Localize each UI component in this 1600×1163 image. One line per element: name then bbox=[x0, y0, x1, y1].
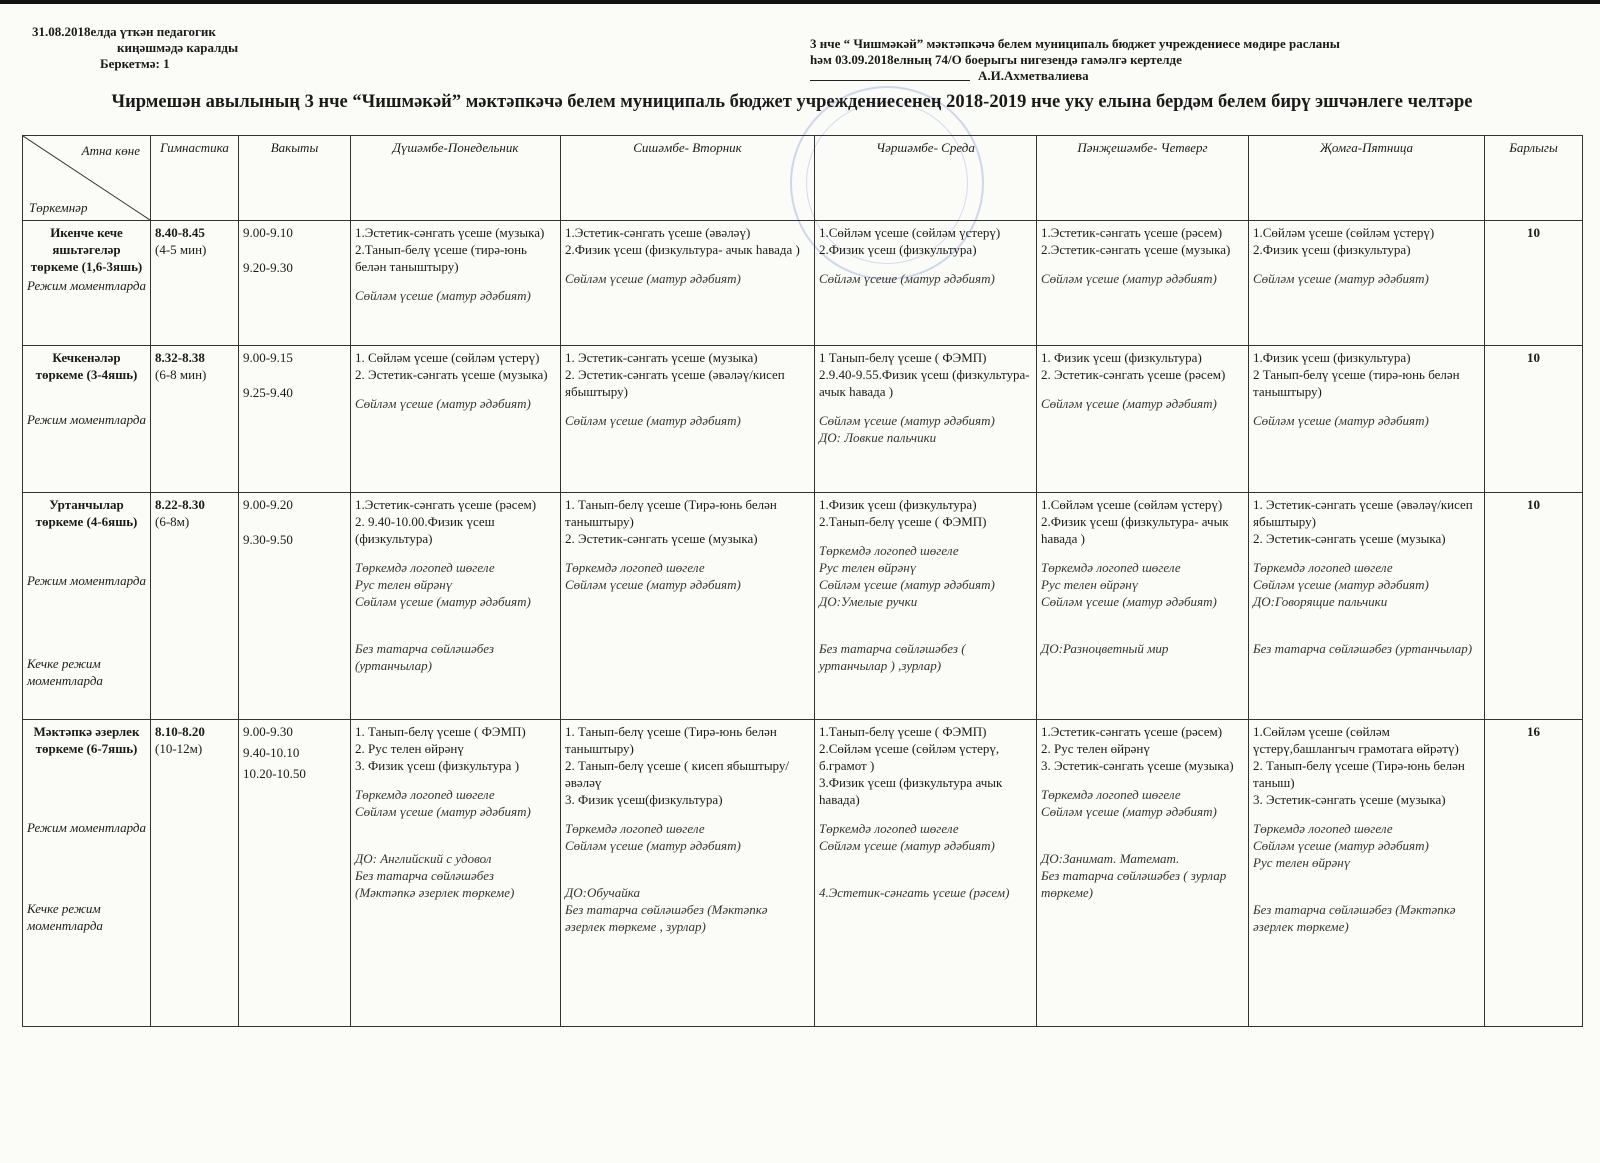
regime-activity: Рус телен өйрәнү bbox=[1041, 577, 1139, 592]
friday-header: Җомга-Пятница bbox=[1249, 136, 1485, 221]
regime-activity: Төркемдә логопед шөгеле bbox=[355, 560, 495, 575]
regime-activity: Сөйләм үсеше (матур әдәбият) bbox=[1253, 577, 1429, 592]
evening-activity: ДО: Английский с удовол bbox=[355, 851, 492, 866]
evening-activity: Без татарча сөйләшәбез (Мәктәпкә әзерлек төркеме) bbox=[1253, 902, 1456, 934]
time-cell bbox=[239, 221, 351, 346]
activity: 1.Физик үсеш (физкультура) bbox=[1253, 350, 1411, 365]
day-cell-fri bbox=[1249, 221, 1485, 346]
activity: 1. Эстетик-сәнгать үсеше (әвәләү/кисеп ябыштыру) bbox=[1253, 497, 1473, 529]
activity: 3.Физик үсеш (физкультура ачык һавада) bbox=[819, 775, 1003, 807]
regime-activity: Сөйләм үсеше (матур әдәбият) bbox=[565, 413, 741, 428]
activity: 1.Танып-белү үсеше ( ФЭМП) bbox=[819, 724, 987, 739]
evening-activity: Без татарча сөйләшәбез (уртанчылар) bbox=[1253, 641, 1473, 656]
activity: 1. Танып-белү үсеше (Тирә-юнь белән таныштыру) bbox=[565, 724, 777, 756]
day-cell-thu bbox=[1037, 493, 1249, 720]
spacer bbox=[565, 400, 810, 412]
approval-line-3: Беркетмә: 1 bbox=[100, 56, 170, 71]
evening-activity: Без татарча сөйләшәбез (Мәктәпкә әзерлек төркеме , зурлар) bbox=[565, 902, 768, 934]
activity: 2. Эстетик-сәнгать үсеше (әвәләү/кисеп ябыштыру) bbox=[565, 367, 785, 399]
spacer bbox=[355, 383, 556, 395]
regime-activity: Сөйләм үсеше (матур әдәбият) bbox=[1253, 271, 1429, 286]
activity: 2.Физик үсеш (физкультура) bbox=[1253, 242, 1411, 257]
gym-duration: (6-8 мин) bbox=[155, 367, 207, 382]
activity: 1. Танып-белү үсеше ( ФЭМП) bbox=[355, 724, 526, 739]
group-cell bbox=[23, 493, 151, 720]
day-cell-mon bbox=[351, 493, 561, 720]
gym-cell bbox=[151, 493, 239, 720]
spacer bbox=[1253, 808, 1480, 820]
gym-time: 8.22-8.30 bbox=[155, 497, 205, 512]
regime-activity: Төркемдә логопед шөгеле bbox=[565, 560, 705, 575]
regime-activity: Сөйләм үсеше (матур әдәбият) bbox=[355, 396, 531, 411]
corner-header bbox=[23, 136, 151, 221]
spacer bbox=[819, 808, 1032, 820]
day-cell-wed bbox=[815, 493, 1037, 720]
spacer bbox=[1253, 871, 1480, 901]
spacer bbox=[1041, 774, 1244, 786]
activity: 1. Танып-белү үсеше (Тирә-юнь белән таныштыру) bbox=[565, 497, 777, 529]
time-slot: 9.30-9.50 bbox=[243, 532, 293, 547]
regime-activity: Сөйләм үсеше (матур әдәбият) bbox=[819, 271, 995, 286]
time-slot: 9.20-9.30 bbox=[243, 260, 293, 275]
time-header: Вакыты bbox=[239, 136, 351, 221]
time-slot: 9.40-10.10 bbox=[243, 745, 300, 760]
spacer bbox=[355, 774, 556, 786]
activity: 2.Физик үсеш (физкультура- ачык һавада ) bbox=[565, 242, 800, 257]
day-cell-thu bbox=[1037, 720, 1249, 1027]
day-cell-wed bbox=[815, 221, 1037, 346]
total-cell: 10 bbox=[1485, 493, 1583, 720]
spacer bbox=[1253, 400, 1480, 412]
regime-activity: Сөйләм үсеше (матур әдәбият) bbox=[1041, 594, 1217, 609]
spacer bbox=[1253, 547, 1480, 559]
gym-cell bbox=[151, 221, 239, 346]
regime-activity: ДО: Ловкие пальчики bbox=[819, 430, 937, 445]
regime-activity: Сөйләм үсеше (матур әдәбият) bbox=[565, 271, 741, 286]
activity: 2.Эстетик-сәнгать үсеше (музыка) bbox=[1041, 242, 1231, 257]
regime-label: Режим моментларда bbox=[27, 573, 146, 588]
spacer bbox=[355, 547, 556, 559]
spacer bbox=[1041, 820, 1244, 850]
gym-time: 8.40-8.45 bbox=[155, 225, 205, 240]
regime-activity: Сөйләм үсеше (матур әдәбият) bbox=[1041, 396, 1217, 411]
activity: 2 Танып-белү үсеше (тирә-юнь белән таныштыру) bbox=[1253, 367, 1460, 399]
activity: 3. Физик үсеш (физкультура ) bbox=[355, 758, 520, 773]
time-slot: 9.00-9.15 bbox=[243, 350, 293, 365]
evening-activity: Без татарча сөйләшәбез (Мәктәпкә әзерлек төркеме) bbox=[355, 868, 515, 900]
spacer bbox=[819, 258, 1032, 270]
evening-activity: Без татарча сөйләшәбез ( уртанчылар ) ,зурлар) bbox=[819, 641, 966, 673]
regime-activity: ДО:Умелые ручки bbox=[819, 594, 918, 609]
gym-duration: (6-8м) bbox=[155, 514, 190, 529]
thursday-header: Пәнҗешәмбе- Четверг bbox=[1037, 136, 1249, 221]
regime-label: Режим моментларда bbox=[27, 412, 146, 427]
gym-cell bbox=[151, 346, 239, 493]
activity: 1.Сөйләм үсеше (сөйләм үстерү) bbox=[1253, 225, 1435, 240]
time-slot: 9.00-9.30 bbox=[243, 724, 293, 739]
activity: 2.Танып-белү үсеше (тирә-юнь белән таныштыру) bbox=[355, 242, 527, 274]
approval-right-line-2: һәм 03.09.2018елның 74/О боерыгы нигезендә гамәлгә кертелде bbox=[810, 52, 1182, 67]
activity: 1 Танып-белү үсеше ( ФЭМП) bbox=[819, 350, 987, 365]
evening-activity: Без татарча сөйләшәбез ( зурлар төркеме) bbox=[1041, 868, 1227, 900]
day-cell-wed bbox=[815, 720, 1037, 1027]
regime-activity: Төркемдә логопед шөгеле bbox=[1253, 821, 1393, 836]
schedule-table bbox=[22, 135, 1583, 1027]
day-cell-mon bbox=[351, 720, 561, 1027]
regime-activity: Сөйләм үсеше (матур әдәбият) bbox=[1253, 838, 1429, 853]
evening-activity: ДО:Занимат. Математ. bbox=[1041, 851, 1180, 866]
activity: 2.9.40-9.55.Физик үсеш (физкультура- ачык һавада ) bbox=[819, 367, 1030, 399]
regime-activity: Сөйләм үсеше (матур әдәбият) bbox=[1041, 804, 1217, 819]
activity: 3. Физик үсеш(физкультура) bbox=[565, 792, 723, 807]
total-header: Барлыгы bbox=[1485, 136, 1583, 221]
activity: 2.Физик үсеш (физкультура) bbox=[819, 242, 977, 257]
regime-activity: Төркемдә логопед шөгеле bbox=[1041, 560, 1181, 575]
time-slot: 9.00-9.20 bbox=[243, 497, 293, 512]
activity: 2. Эстетик-сәнгать үсеше (музыка) bbox=[565, 531, 758, 546]
schedule-body bbox=[23, 221, 1583, 1027]
evening-activity: Без татарча сөйләшәбез (уртанчылар) bbox=[355, 641, 494, 673]
total-cell: 16 bbox=[1485, 720, 1583, 1027]
day-cell-tue bbox=[561, 346, 815, 493]
activity: 1. Физик үсеш (физкультура) bbox=[1041, 350, 1202, 365]
regime-activity: Рус телен өйрәнү bbox=[819, 560, 917, 575]
time-slot: 10.20-10.50 bbox=[243, 766, 306, 781]
regime-activity: Сөйләм үсеше (матур әдәбият) bbox=[355, 288, 531, 303]
gym-header: Гимнастика bbox=[151, 136, 239, 221]
regime-activity: Сөйләм үсеше (матур әдәбият) bbox=[819, 413, 995, 428]
spacer bbox=[1041, 547, 1244, 559]
total-cell: 10 bbox=[1485, 221, 1583, 346]
activity: 3. Эстетик-сәнгать үсеше (музыка) bbox=[1041, 758, 1234, 773]
time-cell bbox=[239, 720, 351, 1027]
activity: 1.Эстетик-сәнгать үсеше (рәсем) bbox=[1041, 225, 1223, 240]
scan-edge bbox=[0, 0, 1600, 4]
activity: 2. Рус телен өйрәнү bbox=[1041, 741, 1150, 756]
activity: 2. Рус телен өйрәнү bbox=[355, 741, 464, 756]
regime-activity: Сөйләм үсеше (матур әдәбият) bbox=[1041, 271, 1217, 286]
regime-label: Режим моментларда bbox=[27, 278, 146, 293]
activity: 1.Сөйләм үсеше (сөйләм үстерү) bbox=[1041, 497, 1223, 512]
group-name: Икенче кече яшьтәгеләр төркеме (1,6-3яшь) bbox=[30, 225, 143, 274]
table-row bbox=[23, 493, 1583, 720]
signature-block bbox=[810, 68, 1340, 84]
day-cell-wed bbox=[815, 346, 1037, 493]
regime-activity: Сөйләм үсеше (матур әдәбият) bbox=[819, 577, 995, 592]
day-cell-fri bbox=[1249, 493, 1485, 720]
spacer bbox=[565, 547, 810, 559]
activity: 3. Эстетик-сәнгать үсеше (музыка) bbox=[1253, 792, 1446, 807]
table-row bbox=[23, 720, 1583, 1027]
regime-activity: Сөйләм үсеше (матур әдәбият) bbox=[565, 838, 741, 853]
regime-label: Режим моментларда bbox=[27, 820, 146, 835]
day-cell-thu bbox=[1037, 221, 1249, 346]
gym-cell bbox=[151, 720, 239, 1027]
activity: 2. Эстетик-сәнгать үсеше (музыка) bbox=[1253, 531, 1446, 546]
regime-activity: Рус телен өйрәнү bbox=[1253, 855, 1351, 870]
table-header-row bbox=[23, 136, 1583, 221]
regime-activity: Төркемдә логопед шөгеле bbox=[355, 787, 495, 802]
approval-right-line-1: 3 нче “ Чишмәкәй” мәктәпкәчә белем муниципаль бюджет учреждениесе мөдире расланы bbox=[810, 36, 1340, 51]
regime-activity: Төркемдә логопед шөгеле bbox=[819, 543, 959, 558]
evening-activity: ДО:Обучайка bbox=[565, 885, 640, 900]
spacer bbox=[355, 820, 556, 850]
activity: 1.Сөйләм үсеше (сөйләм үстерү) bbox=[819, 225, 1001, 240]
day-cell-fri bbox=[1249, 346, 1485, 493]
regime-activity: Сөйләм үсеше (матур әдәбият) bbox=[565, 577, 741, 592]
activity: 1.Эстетик-сәнгать үсеше (рәсем) bbox=[355, 497, 537, 512]
spacer bbox=[1253, 258, 1480, 270]
table-row bbox=[23, 221, 1583, 346]
spacer bbox=[565, 808, 810, 820]
spacer bbox=[355, 275, 556, 287]
spacer bbox=[819, 610, 1032, 640]
activity: 2.Танып-белү үсеше ( ФЭМП) bbox=[819, 514, 987, 529]
day-cell-mon bbox=[351, 221, 561, 346]
day-cell-tue bbox=[561, 493, 815, 720]
time-cell bbox=[239, 346, 351, 493]
time-cell bbox=[239, 493, 351, 720]
activity: 1.Эстетик-сәнгать үсеше (рәсем) bbox=[1041, 724, 1223, 739]
approval-note-left bbox=[32, 24, 238, 72]
group-name: Мәктәпкә әзерлек төркеме (6-7яшь) bbox=[33, 724, 140, 756]
spacer bbox=[1041, 258, 1244, 270]
wednesday-header: Чәршәмбе- Среда bbox=[815, 136, 1037, 221]
groups-label: Төркемнәр bbox=[29, 200, 88, 215]
spacer bbox=[1253, 610, 1480, 640]
regime-activity: ДО:Говорящие пальчики bbox=[1253, 594, 1388, 609]
group-name: Кечкенәләр төркеме (3-4яшь) bbox=[35, 350, 138, 382]
evening-regime-label: Кечке режим моментларда bbox=[27, 901, 103, 933]
day-cell-thu bbox=[1037, 346, 1249, 493]
regime-activity: Рус телен өйрәнү bbox=[355, 577, 453, 592]
spacer bbox=[355, 610, 556, 640]
table-row bbox=[23, 346, 1583, 493]
evening-regime-label: Кечке режим моментларда bbox=[27, 656, 103, 688]
regime-activity: Сөйләм үсеше (матур әдәбият) bbox=[819, 838, 995, 853]
activity: 2. Танып-белү үсеше ( кисеп ябыштыру/әвәләү bbox=[565, 758, 789, 790]
tuesday-header: Сишәмбе- Вторник bbox=[561, 136, 815, 221]
regime-activity: Төркемдә логопед шөгеле bbox=[1253, 560, 1393, 575]
group-name: Уртанчылар төркеме (4-6яшь) bbox=[35, 497, 138, 529]
activity: 2.Сөйләм үсеше (сөйләм үстерү, б.грамот ) bbox=[819, 741, 1000, 773]
activity: 2. Эстетик-сәнгать үсеше (музыка) bbox=[355, 367, 548, 382]
weekday-label: Атна көне bbox=[81, 143, 140, 158]
regime-activity: Төркемдә логопед шөгеле bbox=[819, 821, 959, 836]
gym-duration: (10-12м) bbox=[155, 741, 203, 756]
evening-activity: ДО:Разноцветный мир bbox=[1041, 641, 1169, 656]
activity: 2. 9.40-10.00.Физик үсеш (физкультура) bbox=[355, 514, 495, 546]
activity: 2. Эстетик-сәнгать үсеше (рәсем) bbox=[1041, 367, 1226, 382]
day-cell-tue bbox=[561, 720, 815, 1027]
regime-activity: Сөйләм үсеше (матур әдәбият) bbox=[355, 594, 531, 609]
approval-note-right bbox=[810, 36, 1340, 84]
spacer bbox=[819, 854, 1032, 884]
spacer bbox=[565, 258, 810, 270]
activity: 1. Сөйләм үсеше (сөйләм үстерү) bbox=[355, 350, 540, 365]
activity: 1. Эстетик-сәнгать үсеше (музыка) bbox=[565, 350, 758, 365]
day-cell-tue bbox=[561, 221, 815, 346]
page-title: Чирмешән авылының 3 нче “Чишмәкәй” мәктәпкәчә белем муниципаль бюджет учреждениесенең 2018-2019 нче уку елына бердәм белем бирү эшчәнлеге челтәре bbox=[111, 92, 1473, 112]
spacer bbox=[819, 530, 1032, 542]
spacer bbox=[1041, 383, 1244, 395]
gym-duration: (4-5 мин) bbox=[155, 242, 207, 257]
activity: 2.Физик үсеш (физкультура- ачык һавада ) bbox=[1041, 514, 1229, 546]
approval-line-1: 31.08.2018елда үткән педагогик bbox=[32, 24, 216, 39]
gym-time: 8.10-8.20 bbox=[155, 724, 205, 739]
group-cell bbox=[23, 221, 151, 346]
signer-name: А.И.Ахметвалиева bbox=[978, 68, 1089, 83]
spacer bbox=[565, 854, 810, 884]
spacer bbox=[1041, 610, 1244, 640]
activity: 1.Сөйләм үсеше (сөйләм үстерү,башлангыч грамотага өйрәтү) bbox=[1253, 724, 1459, 756]
spacer bbox=[819, 400, 1032, 412]
approval-line-2: киңәшмәдә каралды bbox=[117, 40, 239, 55]
time-slot: 9.00-9.10 bbox=[243, 225, 293, 240]
activity: 2. Танып-белү үсеше (Тирә-юнь белән таныш) bbox=[1253, 758, 1465, 790]
activity: 1.Физик үсеш (физкультура) bbox=[819, 497, 977, 512]
regime-activity: Сөйләм үсеше (матур әдәбият) bbox=[355, 804, 531, 819]
activity: 1.Эстетик-сәнгать үсеше (әвәләү) bbox=[565, 225, 751, 240]
evening-activity: 4.Эстетик-сәнгать үсеше (рәсем) bbox=[819, 885, 1010, 900]
group-cell bbox=[23, 346, 151, 493]
time-slot: 9.25-9.40 bbox=[243, 385, 293, 400]
monday-header: Дүшәмбе-Понедельник bbox=[351, 136, 561, 221]
total-cell: 10 bbox=[1485, 346, 1583, 493]
regime-activity: Төркемдә логопед шөгеле bbox=[565, 821, 705, 836]
gym-time: 8.32-8.38 bbox=[155, 350, 205, 365]
day-cell-fri bbox=[1249, 720, 1485, 1027]
regime-activity: Сөйләм үсеше (матур әдәбият) bbox=[1253, 413, 1429, 428]
regime-activity: Төркемдә логопед шөгеле bbox=[1041, 787, 1181, 802]
group-cell bbox=[23, 720, 151, 1027]
activity: 1.Эстетик-сәнгать үсеше (музыка) bbox=[355, 225, 545, 240]
day-cell-mon bbox=[351, 346, 561, 493]
signature-line bbox=[810, 68, 970, 81]
